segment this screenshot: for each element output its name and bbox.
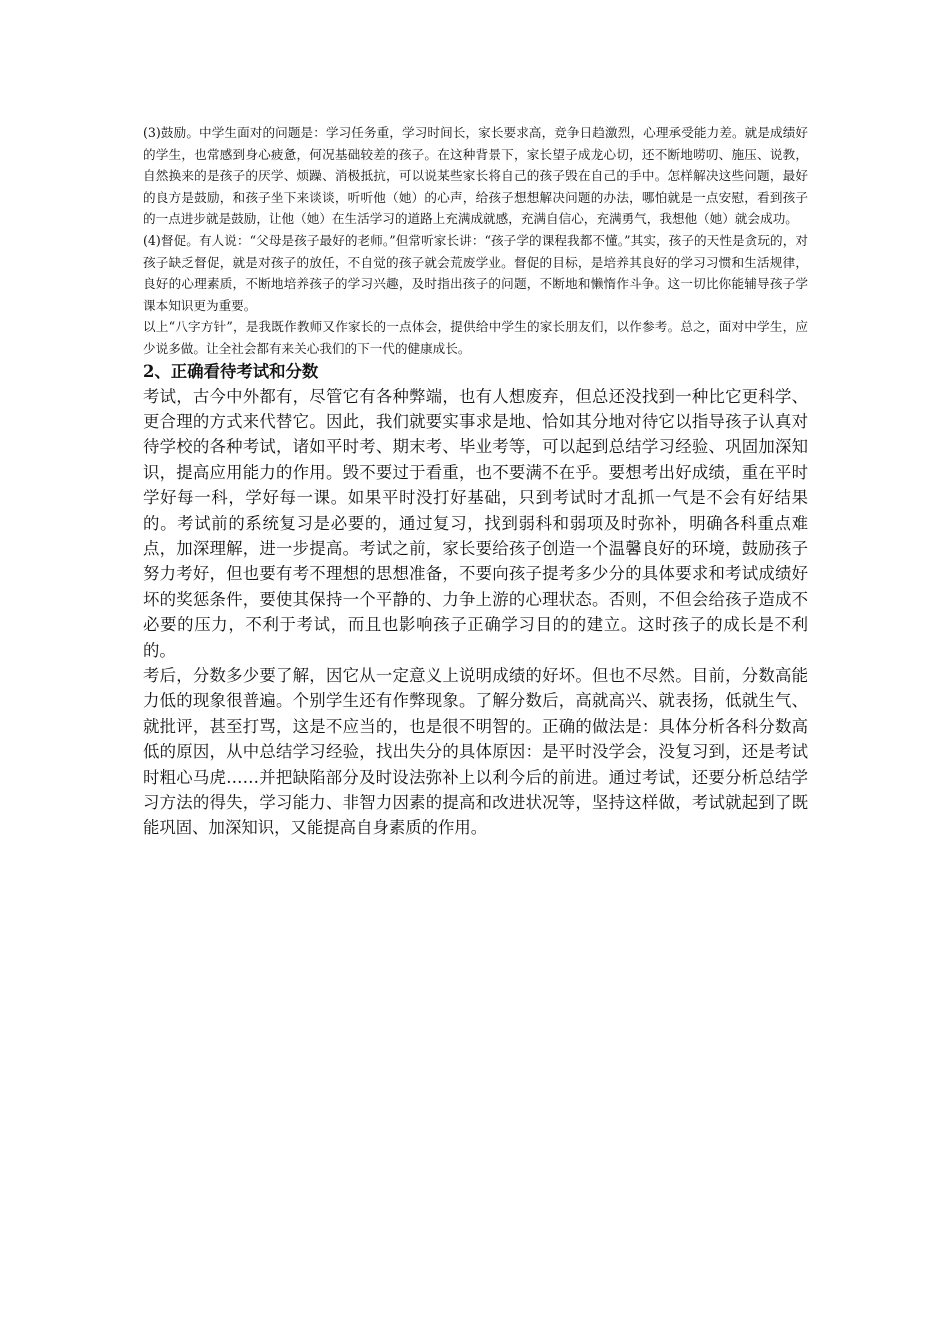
paragraph-scores: 考后，分数多少要了解，因它从一定意义上说明成绩的好坏。但也不尽然。目前，分数高能力低的现象很普遍。个别学生还有作弊现象。了解分数后，高就高兴、就表扬，低就生气、就批评，甚至打骂，这是不应当的，也是很不明智的。正确的做法是：具体分析各科分数高低的原因，从中总结学习经验，找出失分的具体原因：是平时没学会，没复习到，还是考试时粗心马虎……并把缺陷部分及时设法弥补上以利今后的前进。通过考试，还要分析总结学习方法的得失，学习能力、非智力因素的提高和改进状况等，坚持这样做，考试就起到了既能巩固、加深知识，又能提高自身素质的作用。 xyxy=(143,666,808,838)
paragraph-exams: 考试，古今中外都有，尽管它有各种弊端，也有人想废弃，但总还没找到一种比它更科学、更合理的方式来代替它。因此，我们就要实事求是地、恰如其分地对待它以指导孩子认真对待学校的各种考试，诸如平时考、期末考、毕业考等，可以起到总结学习经验、巩固加深知识，提高应用能力的作用。毁不要过于看重，也不要满不在乎。要想考出好成绩，重在平时学好每一科，学好每一课。如果平时没打好基础，只到考试时才乱抓一气是不会有好结果的。考试前的系统复习是必要的，通过复习，找到弱科和弱项及时弥补，明确各科重点难点，加深理解，进一步提高。考试之前，家长要给孩子创造一个温馨良好的环境，鼓励孩子努力考好，但也要有考不理想的思想准备，不要向孩子提考多少分的具体要求和考试成绩好坏的奖惩条件，要使其保持一个平静的、力争上游的心理状态。否则，不但会给孩子造成不必要的压力，不利于考试，而且也影响孩子正确学习目的的建立。这时孩子的成长是不利的。 xyxy=(143,386,808,660)
paragraph-supervision: (4)督促。有人说：“父母是孩子最好的老师。”但常听家长讲：“孩子学的课程我都不懂。”其实，孩子的天性是贪玩的，对孩子缺乏督促，就是对孩子的放任，不自觉的孩子就会荒废学业。督促的目标，是培养其良好的学习习惯和生活规律，良好的心理素质，不断地培养孩子的学习兴趣，及时指出孩子的问题，不断地和懒惰作斗争。这一切比你能辅导孩子学课本知识更为重要。 xyxy=(143,232,808,313)
document-page xyxy=(143,122,808,841)
paragraph-encouragement: (3)鼓励。中学生面对的问题是：学习任务重，学习时间长，家长要求高，竞争日趋激烈，心理承受能力差。就是成绩好的学生，也常感到身心疲惫，何况基础较差的孩子。在这种背景下，家长望子成龙心切，还不断地唠叨、施压、说教，自然换来的是孩子的厌学、烦躁、消极抵抗，可以说某些家长将自己的孩子毁在自己的手中。怎样解决这些问题，最好的良方是鼓励，和孩子坐下来谈谈，听听他（她）的心声，给孩子想想解决问题的办法，哪怕就是一点安慰，看到孩子的一点进步就是鼓励，让他（她）在生活学习的道路上充满成就感，充满自信心，充满勇气，我想他（她）就会成功。 xyxy=(143,125,808,227)
paragraph-summary: 以上“八字方针”，是我既作教师又作家长的一点体会，提供给中学生的家长朋友们，以作参考。总之，面对中学生，应少说多做。让全社会都有来关心我们的下一代的健康成长。 xyxy=(143,319,808,356)
section-heading: 2、正确看待考试和分数 xyxy=(143,361,319,381)
